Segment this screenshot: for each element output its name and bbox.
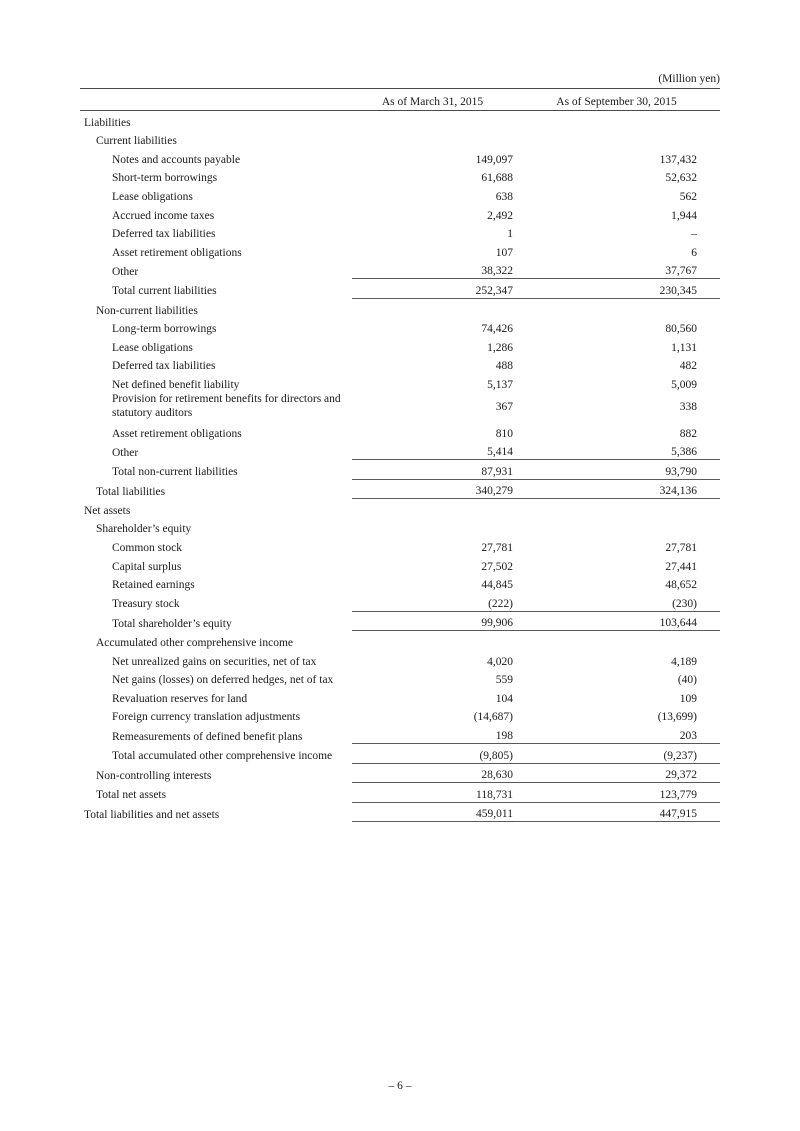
table-row	[80, 260, 720, 279]
row-value-period-2	[536, 518, 720, 537]
table-row	[80, 279, 720, 299]
row-value-period-2	[536, 499, 720, 518]
row-label: Treasury stock	[112, 598, 180, 611]
row-label: Deferred tax liabilities	[112, 228, 216, 241]
row-value-period-1: 149,097	[475, 153, 513, 166]
row-label: Total liabilities and net assets	[84, 808, 220, 821]
row-value-period-2: 1,131	[671, 341, 697, 354]
row-value-period-2: 5,386	[671, 446, 697, 459]
table-row	[80, 611, 720, 631]
row-label: Asset retirement obligations	[112, 246, 242, 259]
row-value-period-2	[536, 130, 720, 149]
row-value-period-2: 27,781	[665, 542, 697, 555]
row-label: Deferred tax liabilities	[112, 360, 216, 373]
row-value-period-1: (14,687)	[473, 711, 513, 724]
row-label: Non-controlling interests	[96, 769, 212, 782]
row-label: Current liabilities	[96, 135, 177, 148]
row-label: Long-term borrowings	[112, 323, 217, 336]
row-value-period-2: (13,699)	[657, 711, 697, 724]
row-value-period-1: 198	[495, 730, 513, 742]
row-value-period-1: 104	[495, 692, 513, 705]
row-label: Other	[112, 265, 139, 278]
row-label: Revaluation reserves for land	[112, 692, 248, 705]
row-value-period-1	[352, 298, 536, 317]
table-row	[80, 392, 720, 422]
table-row	[80, 518, 720, 537]
row-value-period-1	[352, 111, 536, 130]
row-label: Common stock	[112, 542, 182, 555]
row-label: Total net assets	[96, 789, 167, 802]
row-label: Net unrealized gains on securities, net of tax	[112, 655, 317, 668]
row-value-period-1	[352, 631, 536, 650]
table-body	[80, 111, 720, 822]
row-label: Liabilities	[84, 116, 131, 129]
table-row	[80, 631, 720, 650]
row-value-period-2: 52,632	[665, 172, 697, 185]
row-value-period-2: (9,237)	[536, 744, 720, 764]
table-header	[80, 89, 720, 111]
table-row	[80, 460, 720, 480]
table-row	[80, 223, 720, 242]
row-value-period-2: 6	[691, 246, 697, 259]
row-value-period-1: 4,020	[487, 655, 513, 668]
row-value-period-2	[536, 631, 720, 650]
row-label: Accumulated other comprehensive income	[96, 637, 294, 650]
row-value-period-1: 1	[507, 228, 513, 241]
row-value-period-1: 28,630	[352, 763, 536, 783]
currency-unit-label: (Million yen)	[658, 73, 720, 85]
row-value-period-1: 638	[495, 190, 513, 203]
row-value-period-2: (230)	[672, 597, 697, 610]
row-value-period-1: 118,731	[352, 783, 536, 803]
table-row	[80, 783, 720, 803]
table-row	[80, 111, 720, 130]
table-row	[80, 422, 720, 441]
row-label: Capital surplus	[112, 560, 182, 573]
table-row	[80, 687, 720, 706]
table-row	[80, 763, 720, 783]
row-value-period-2: 93,790	[536, 460, 720, 480]
row-value-period-2: 1,944	[671, 209, 697, 222]
table-row	[80, 298, 720, 317]
row-value-period-1: 459,011	[352, 802, 536, 822]
row-value-period-1: 61,688	[481, 172, 513, 185]
table-row	[80, 592, 720, 611]
row-label: Non-current liabilities	[96, 304, 198, 317]
table-row	[80, 441, 720, 460]
row-label: Retained earnings	[112, 579, 195, 592]
row-label: Net defined benefit liability	[112, 378, 240, 391]
row-value-period-1: (222)	[488, 597, 513, 610]
row-label: Notes and accounts payable	[112, 153, 241, 166]
row-label: Net assets	[84, 504, 131, 517]
row-value-period-2: 203	[679, 730, 697, 742]
row-label: Total non-current liabilities	[112, 466, 238, 479]
row-value-period-1: 38,322	[481, 265, 513, 278]
table-row	[80, 669, 720, 688]
table-row	[80, 336, 720, 355]
row-value-period-1: 27,502	[481, 560, 513, 573]
row-value-period-1	[352, 130, 536, 149]
table-header-row	[80, 89, 720, 111]
row-value-period-1: 340,279	[352, 479, 536, 499]
row-value-period-1: 107	[495, 246, 513, 259]
row-label: Foreign currency translation adjustments	[112, 711, 301, 724]
row-value-period-2: 27,441	[665, 560, 697, 573]
row-value-period-2: 230,345	[536, 279, 720, 299]
row-value-period-1: 99,906	[352, 611, 536, 631]
row-value-period-2: 137,432	[659, 153, 697, 166]
table-row	[80, 706, 720, 725]
row-label: Total accumulated other comprehensive income	[112, 750, 333, 763]
row-label: Accrued income taxes	[112, 209, 215, 222]
row-value-period-1: 27,781	[481, 542, 513, 555]
table-row	[80, 373, 720, 392]
page-number-footer: – 6 –	[388, 1080, 412, 1092]
table-row	[80, 744, 720, 764]
row-label: Total liabilities	[96, 485, 166, 498]
row-value-period-2: 562	[679, 190, 697, 203]
table-row	[80, 204, 720, 223]
row-value-period-2: 5,009	[671, 378, 697, 391]
row-value-period-2: 109	[679, 692, 697, 705]
table-row	[80, 650, 720, 669]
column-header-label	[80, 89, 352, 111]
column-header-period-2: As of September 30, 2015	[536, 89, 720, 111]
table-row	[80, 355, 720, 374]
row-value-period-1: 87,931	[352, 460, 536, 480]
row-value-period-2: 4,189	[671, 655, 697, 668]
row-label: Other	[112, 446, 139, 459]
row-label: Total shareholder’s equity	[112, 617, 232, 630]
row-label: Total current liabilities	[112, 285, 217, 298]
row-value-period-2: 37,767	[665, 265, 697, 278]
column-header-period-1: As of March 31, 2015	[352, 89, 536, 111]
row-value-period-2: (40)	[677, 674, 697, 687]
row-value-period-2: 48,652	[665, 579, 697, 592]
table-row	[80, 167, 720, 186]
row-value-period-2: 338	[679, 400, 697, 413]
row-label: Asset retirement obligations	[112, 427, 242, 440]
table-row	[80, 555, 720, 574]
row-value-period-1	[352, 518, 536, 537]
row-label: Remeasurements of defined benefit plans	[112, 730, 303, 743]
row-value-period-2: –	[691, 228, 697, 241]
row-label: Shareholder’s equity	[96, 523, 192, 536]
row-value-period-1: 44,845	[481, 579, 513, 592]
row-value-period-2: 103,644	[536, 611, 720, 631]
table-row	[80, 318, 720, 337]
row-value-period-1: 5,414	[487, 446, 513, 459]
table-row	[80, 148, 720, 167]
row-value-period-1: 74,426	[481, 323, 513, 336]
row-value-period-1: 367	[495, 400, 513, 413]
row-value-period-1: 5,137	[487, 378, 513, 391]
row-value-period-1: 559	[495, 674, 513, 687]
table-row	[80, 185, 720, 204]
row-value-period-1: (9,805)	[352, 744, 536, 764]
row-value-period-2: 882	[679, 427, 697, 440]
row-value-period-2: 324,136	[536, 479, 720, 499]
row-label	[80, 392, 352, 422]
row-label: Lease obligations	[112, 341, 193, 354]
table-row	[80, 479, 720, 499]
table-row	[80, 241, 720, 260]
row-value-period-1: 488	[495, 360, 513, 373]
table-row	[80, 499, 720, 518]
row-label: Lease obligations	[112, 190, 193, 203]
row-label: Net gains (losses) on deferred hedges, net of tax	[112, 674, 334, 687]
balance-sheet-table	[80, 88, 720, 822]
row-value-period-1: 2,492	[487, 209, 513, 222]
table-row	[80, 130, 720, 149]
row-value-period-1	[352, 499, 536, 518]
table-row	[80, 802, 720, 822]
row-value-period-1: 1,286	[487, 341, 513, 354]
row-value-period-2	[536, 298, 720, 317]
row-value-period-2: 80,560	[665, 323, 697, 336]
row-value-period-2: 29,372	[536, 763, 720, 783]
row-value-period-2: 123,779	[536, 783, 720, 803]
row-value-period-1: 252,347	[352, 279, 536, 299]
table-row	[80, 574, 720, 593]
row-value-period-2	[536, 111, 720, 130]
table-row	[80, 724, 720, 743]
row-value-period-2: 447,915	[536, 802, 720, 822]
row-label-text: Provision for retirement benefits for directors and statutory auditors	[112, 393, 341, 419]
row-value-period-1: 810	[495, 427, 513, 440]
table-row	[80, 536, 720, 555]
row-label: Short-term borrowings	[112, 172, 218, 185]
row-value-period-2: 482	[679, 360, 697, 373]
